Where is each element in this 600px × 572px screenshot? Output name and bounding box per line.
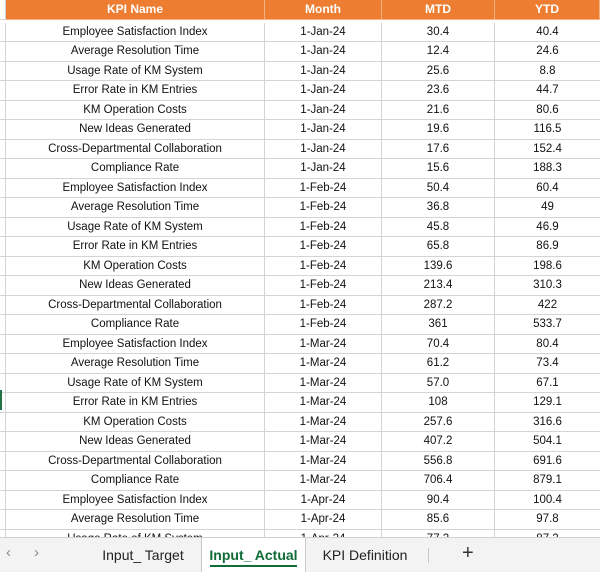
cell-ytd[interactable]: 86.9	[495, 237, 600, 257]
chevron-left-icon[interactable]: ‹	[6, 544, 11, 561]
cell-ytd[interactable]: 310.3	[495, 276, 600, 296]
cell-mtd[interactable]: 36.8	[382, 198, 495, 218]
cell-ytd[interactable]: 97.8	[495, 510, 600, 530]
cell-ytd[interactable]: 49	[495, 198, 600, 218]
cell-mtd[interactable]: 45.8	[382, 218, 495, 238]
cell-month[interactable]: 1-Mar-24	[265, 354, 382, 374]
chevron-right-icon[interactable]: ›	[34, 544, 39, 561]
cell-month[interactable]: 1-Apr-24	[265, 510, 382, 530]
table-row	[0, 42, 600, 62]
cell-mtd[interactable]: 19.6	[382, 120, 495, 140]
cell-mtd[interactable]: 17.6	[382, 140, 495, 160]
cell-kpi-name[interactable]: Usage Rate of KM System	[6, 62, 265, 82]
cell-kpi-name[interactable]: Error Rate in KM Entries	[6, 81, 265, 101]
cell-mtd[interactable]: 30.4	[382, 23, 495, 43]
cell-kpi-name[interactable]: KM Operation Costs	[6, 257, 265, 277]
cell-ytd[interactable]: 24.6	[495, 42, 600, 62]
cell-ytd[interactable]: 188.3	[495, 159, 600, 179]
cell-kpi-name[interactable]: Error Rate in KM Entries	[6, 237, 265, 257]
cell-mtd[interactable]: 139.6	[382, 257, 495, 277]
cell-kpi-name[interactable]: Cross-Departmental Collaboration	[6, 140, 265, 160]
table-row	[0, 432, 600, 452]
cell-kpi-name[interactable]: Average Resolution Time	[6, 354, 265, 374]
cell-month[interactable]: 1-Feb-24	[265, 179, 382, 199]
table-row	[0, 276, 600, 296]
cell-ytd[interactable]: 422	[495, 296, 600, 316]
cell-mtd[interactable]: 50.4	[382, 179, 495, 199]
tab-input-actual-label: Input_ Actual	[209, 547, 298, 563]
cell-ytd[interactable]: 316.6	[495, 413, 600, 433]
cell-month[interactable]: 1-Jan-24	[265, 101, 382, 121]
header-mtd[interactable]: MTD	[382, 0, 495, 20]
cell-month[interactable]: 1-Feb-24	[265, 218, 382, 238]
cell-month[interactable]: 1-Feb-24	[265, 237, 382, 257]
cell-ytd[interactable]: 44.7	[495, 81, 600, 101]
cell-ytd[interactable]: 504.1	[495, 432, 600, 452]
cell-month[interactable]: 1-Mar-24	[265, 374, 382, 394]
cell-ytd[interactable]: 80.6	[495, 101, 600, 121]
sheet-tab-bar	[0, 537, 600, 572]
table-row	[0, 140, 600, 160]
table-row	[0, 81, 600, 101]
cell-mtd[interactable]: 407.2	[382, 432, 495, 452]
cell-kpi-name[interactable]: KM Operation Costs	[6, 101, 265, 121]
cell-month[interactable]: 1-Mar-24	[265, 335, 382, 355]
cell-month[interactable]: 1-Jan-24	[265, 62, 382, 82]
cell-kpi-name[interactable]: Employee Satisfaction Index	[6, 335, 265, 355]
cell-mtd[interactable]: 706.4	[382, 471, 495, 491]
cell-kpi-name[interactable]: Usage Rate of KM System	[6, 374, 265, 394]
table-row	[0, 159, 600, 179]
cell-ytd[interactable]: 879.1	[495, 471, 600, 491]
cell-ytd[interactable]: 152.4	[495, 140, 600, 160]
cell-kpi-name[interactable]: Employee Satisfaction Index	[6, 23, 265, 43]
cell-month[interactable]: 1-Feb-24	[265, 198, 382, 218]
table-row	[0, 491, 600, 511]
table-row	[0, 296, 600, 316]
cell-month[interactable]: 1-Jan-24	[265, 81, 382, 101]
table-row	[0, 120, 600, 140]
cell-mtd[interactable]: 287.2	[382, 296, 495, 316]
cell-ytd[interactable]: 533.7	[495, 315, 600, 335]
cell-ytd[interactable]: 67.1	[495, 374, 600, 394]
cell-month[interactable]: 1-Jan-24	[265, 140, 382, 160]
cell-mtd[interactable]: 61.2	[382, 354, 495, 374]
table-row	[0, 198, 600, 218]
tab-input-actual[interactable]	[201, 538, 306, 572]
header-row	[0, 0, 600, 20]
cell-kpi-name[interactable]: Compliance Rate	[6, 159, 265, 179]
tab-separator	[428, 548, 429, 563]
header-ytd[interactable]: YTD	[495, 0, 600, 20]
table-row	[0, 413, 600, 433]
cell-kpi-name[interactable]: Average Resolution Time	[6, 198, 265, 218]
cell-kpi-name[interactable]: Usage Rate of KM System	[6, 218, 265, 238]
table-row	[0, 374, 600, 394]
cell-ytd[interactable]: 46.9	[495, 218, 600, 238]
cell-month[interactable]: 1-Mar-24	[265, 432, 382, 452]
active-tab-underline	[210, 565, 297, 567]
cell-ytd[interactable]: 8.8	[495, 62, 600, 82]
cell-ytd[interactable]: 129.1	[495, 393, 600, 413]
cell-month[interactable]: 1-Apr-24	[265, 491, 382, 511]
cell-mtd[interactable]: 90.4	[382, 491, 495, 511]
table-row	[0, 510, 600, 530]
cell-kpi-name[interactable]: New Ideas Generated	[6, 432, 265, 452]
cell-ytd[interactable]: 60.4	[495, 179, 600, 199]
cell-ytd[interactable]: 198.6	[495, 257, 600, 277]
table-row	[0, 23, 600, 43]
cell-month[interactable]: 1-Mar-24	[265, 413, 382, 433]
table-row	[0, 62, 600, 82]
table-row	[0, 393, 600, 413]
cell-month[interactable]: 1-Jan-24	[265, 23, 382, 43]
tab-kpi-definition[interactable]: KPI Definition	[322, 547, 408, 563]
cell-mtd[interactable]: 70.4	[382, 335, 495, 355]
selected-row-marker	[0, 390, 2, 410]
cell-ytd[interactable]: 80.4	[495, 335, 600, 355]
cell-mtd[interactable]: 57.0	[382, 374, 495, 394]
cell-month[interactable]: 1-Jan-24	[265, 159, 382, 179]
table-row	[0, 315, 600, 335]
table-row	[0, 452, 600, 472]
cell-ytd[interactable]: 73.4	[495, 354, 600, 374]
cell-mtd[interactable]: 12.4	[382, 42, 495, 62]
table-row	[0, 101, 600, 121]
cell-kpi-name[interactable]: Average Resolution Time	[6, 510, 265, 530]
cell-kpi-name[interactable]: New Ideas Generated	[6, 120, 265, 140]
cell-kpi-name[interactable]: Cross-Departmental Collaboration	[6, 296, 265, 316]
cell-kpi-name[interactable]: Error Rate in KM Entries	[6, 393, 265, 413]
cell-mtd[interactable]: 108	[382, 393, 495, 413]
cell-mtd[interactable]: 65.8	[382, 237, 495, 257]
table-row	[0, 179, 600, 199]
cell-mtd[interactable]: 556.8	[382, 452, 495, 472]
cell-ytd[interactable]: 691.6	[495, 452, 600, 472]
table-row	[0, 257, 600, 277]
header-kpi-name[interactable]: KPI Name	[6, 0, 265, 20]
table-row	[0, 335, 600, 355]
cell-kpi-name[interactable]: Employee Satisfaction Index	[6, 179, 265, 199]
cell-mtd[interactable]: 25.6	[382, 62, 495, 82]
plus-icon[interactable]: +	[462, 542, 474, 564]
cell-kpi-name[interactable]: KM Operation Costs	[6, 413, 265, 433]
cell-month[interactable]: 1-Mar-24	[265, 452, 382, 472]
cell-mtd[interactable]: 23.6	[382, 81, 495, 101]
cell-month[interactable]: 1-Jan-24	[265, 120, 382, 140]
cell-kpi-name[interactable]: New Ideas Generated	[6, 276, 265, 296]
cell-mtd[interactable]: 21.6	[382, 101, 495, 121]
cell-month[interactable]: 1-Jan-24	[265, 42, 382, 62]
cell-ytd[interactable]: 100.4	[495, 491, 600, 511]
cell-mtd[interactable]: 15.6	[382, 159, 495, 179]
table-row	[0, 354, 600, 374]
cell-ytd[interactable]: 116.5	[495, 120, 600, 140]
cell-month[interactable]: 1-Feb-24	[265, 276, 382, 296]
cell-kpi-name[interactable]: Cross-Departmental Collaboration	[6, 452, 265, 472]
cell-month[interactable]: 1-Feb-24	[265, 257, 382, 277]
table-row	[0, 471, 600, 491]
table-row	[0, 218, 600, 238]
cell-mtd[interactable]: 257.6	[382, 413, 495, 433]
cell-ytd[interactable]: 40.4	[495, 23, 600, 43]
cell-mtd[interactable]: 213.4	[382, 276, 495, 296]
cell-kpi-name[interactable]: Compliance Rate	[6, 315, 265, 335]
cell-kpi-name[interactable]: Average Resolution Time	[6, 42, 265, 62]
cell-mtd[interactable]: 85.6	[382, 510, 495, 530]
header-month[interactable]: Month	[265, 0, 382, 20]
table-row	[0, 237, 600, 257]
cell-month[interactable]: 1-Mar-24	[265, 393, 382, 413]
cell-kpi-name[interactable]: Compliance Rate	[6, 471, 265, 491]
cell-kpi-name[interactable]: Employee Satisfaction Index	[6, 491, 265, 511]
cell-month[interactable]: 1-Feb-24	[265, 315, 382, 335]
tab-input-target[interactable]: Input_ Target	[102, 547, 184, 563]
cell-mtd[interactable]: 361	[382, 315, 495, 335]
cell-month[interactable]: 1-Feb-24	[265, 296, 382, 316]
cell-month[interactable]: 1-Mar-24	[265, 471, 382, 491]
